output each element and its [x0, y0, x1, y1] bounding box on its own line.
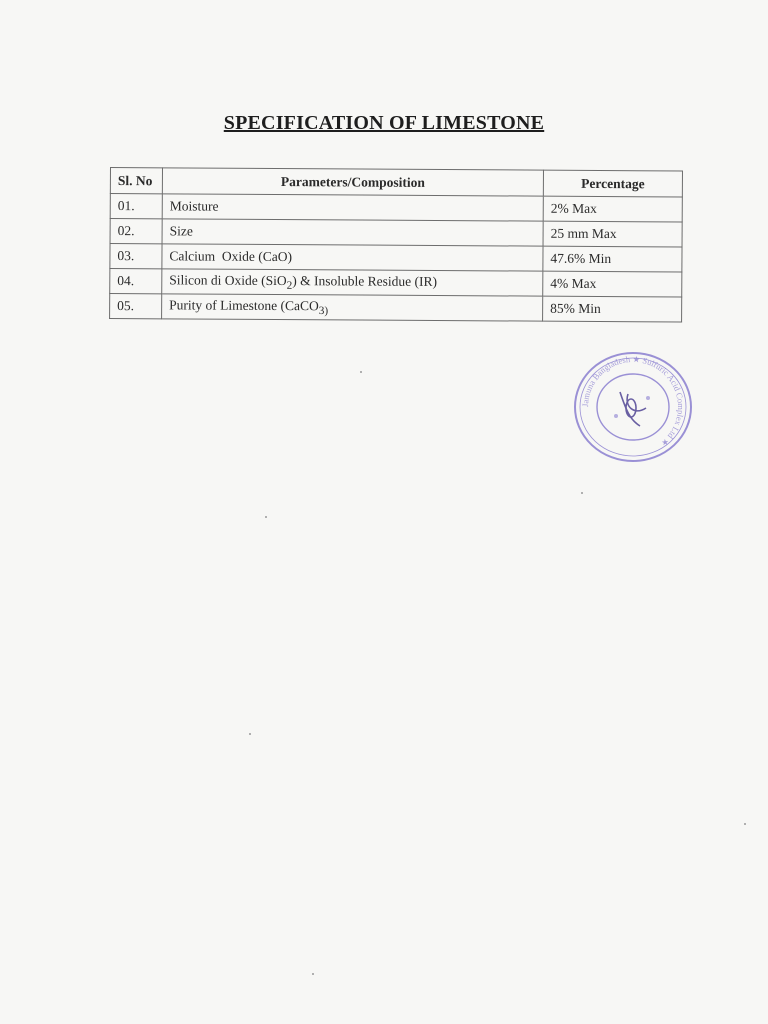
header-sl-no: Sl. No [110, 168, 162, 194]
table-header-row [110, 168, 682, 197]
parameter-text-suffix: ) & Insoluble Residue (IR) [292, 272, 438, 289]
row-percentage: 2% Max [543, 196, 682, 222]
scan-speck [249, 733, 251, 735]
row-percentage: 47.6% Min [543, 246, 682, 272]
specification-table [109, 167, 683, 322]
table-row [110, 269, 682, 297]
row-parameter [162, 269, 543, 296]
scan-speck [744, 823, 746, 825]
parameter-subscript: 2 [286, 279, 293, 292]
row-sl-no: 03. [110, 244, 162, 269]
document-title: SPECIFICATION OF LIMESTONE [223, 112, 545, 134]
scan-speck [265, 516, 267, 518]
row-sl-no: 04. [110, 269, 162, 294]
row-sl-no: 01. [110, 194, 162, 219]
table-row [110, 294, 682, 322]
scan-speck [360, 371, 362, 373]
company-seal-stamp [568, 350, 698, 465]
row-sl-no: 02. [110, 219, 162, 244]
row-sl-no: 05. [110, 294, 162, 319]
stamp-ring-text: Jamuna Bangladesh ★ Sulfuric Acid Complex Ltd ★ [579, 353, 687, 449]
row-parameter: Calcium Oxide (CaO) [162, 244, 543, 271]
row-percentage: 25 mm Max [543, 221, 682, 247]
scan-speck [312, 973, 314, 975]
row-parameter: Moisture [162, 194, 543, 221]
header-parameters: Parameters/Composition [162, 168, 543, 196]
header-percentage: Percentage [543, 170, 682, 197]
scan-speck [581, 492, 583, 494]
table-row [110, 219, 682, 247]
row-parameter: Size [162, 219, 543, 246]
row-percentage: 4% Max [543, 271, 682, 297]
parameter-text: Purity of Limestone (CaCO [169, 297, 319, 313]
row-percentage: 85% Min [543, 296, 682, 322]
parameter-subscript: 3) [318, 304, 329, 317]
table-row [110, 194, 682, 222]
parameter-text: Silicon di Oxide (SiO [169, 272, 287, 288]
table-row [110, 244, 682, 272]
row-parameter [162, 294, 543, 321]
